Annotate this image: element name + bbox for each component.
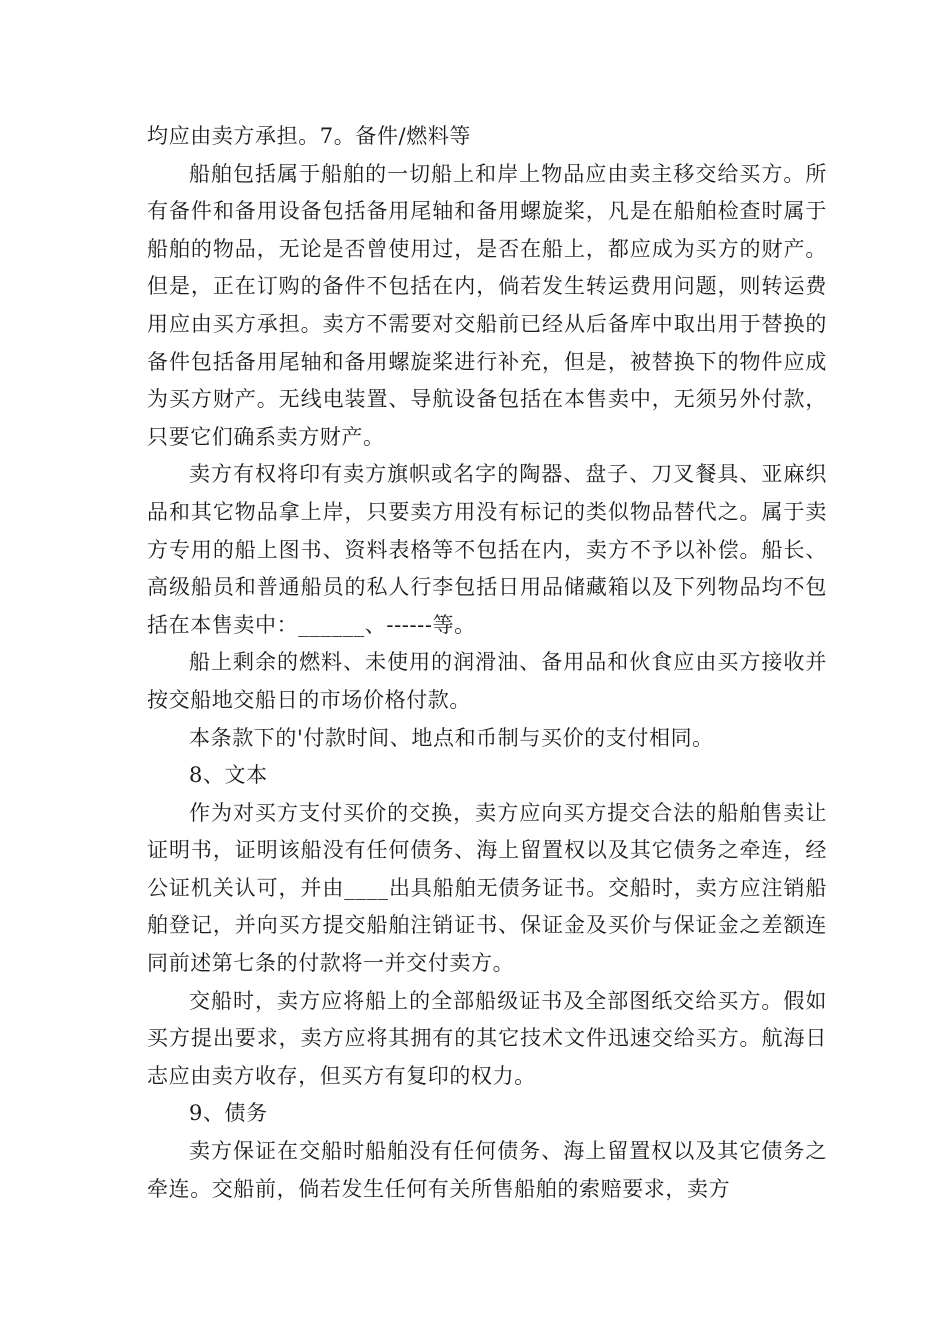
document-body [147, 118, 827, 1208]
paragraph-7: 作为对买方支付买价的交换，卖方应向买方提交合法的船舶售卖让证明书，证明该船没有任何债务、海上留置权以及其它债务之牵连，经公证机关认可，并由____出具船舶无债务证书。交船时，卖方应注销船舶登记，并向买方提交船舶注销证书、保证金及买价与保证金之差额连同前述第七条的付款将一并交付卖方。 [147, 800, 827, 976]
paragraph-4: 船上剩余的燃料、未使用的润滑油、备用品和伙食应由买方接收并按交船地交船日的市场价格付款。 [147, 650, 827, 712]
paragraph-8: 交船时，卖方应将船上的全部船级证书及全部图纸交给买方。假如买方提出要求，卖方应将其拥有的其它技术文件迅速交给买方。航海日志应由卖方收存，但买方有复印的权力。 [147, 988, 827, 1088]
section-heading-9: 9、债务 [189, 1101, 268, 1126]
paragraph-10: 卖方保证在交船时船舶没有任何债务、海上留置权以及其它债务之牵连。交船前，倘若发生任何有关所售船舶的索赔要求，卖方 [147, 1139, 827, 1201]
paragraph-2: 船舶包括属于船舶的一切船上和岸上物品应由卖主移交给买方。所有备件和备用设备包括备用尾轴和备用螺旋桨，凡是在船舶检查时属于船舶的物品，无论是否曾使用过，是否在船上，都应成为买方的财产。但是，正在订购的备件不包括在内，倘若发生转运费用问题，则转运费用应由买方承担。卖方不需要对交船前已经从后备库中取出用于替换的备件包括备用尾轴和备用螺旋桨进行补充，但是，被替换下的物件应成为买方财产。无线电装置、导航设备包括在本售卖中，无须另外付款，只要它们确系卖方财产。 [147, 161, 827, 449]
section-heading-8: 8、文本 [189, 763, 268, 788]
paragraph-1: 均应由卖方承担。7。备件/燃料等 [147, 124, 472, 148]
paragraph-5: 本条款下的'付款时间、地点和币制与买价的支付相同。 [189, 725, 714, 750]
paragraph-3: 卖方有权将印有卖方旗帜或名字的陶器、盘子、刀叉餐具、亚麻织品和其它物品拿上岸，只要卖方用没有标记的类似物品替代之。属于卖方专用的船上图书、资料表格等不包括在内，卖方不予以补偿。船长、高级船员和普通船员的私人行李包括日用品储藏箱以及下列物品均不包括在本售卖中：______、------等。 [147, 462, 827, 637]
